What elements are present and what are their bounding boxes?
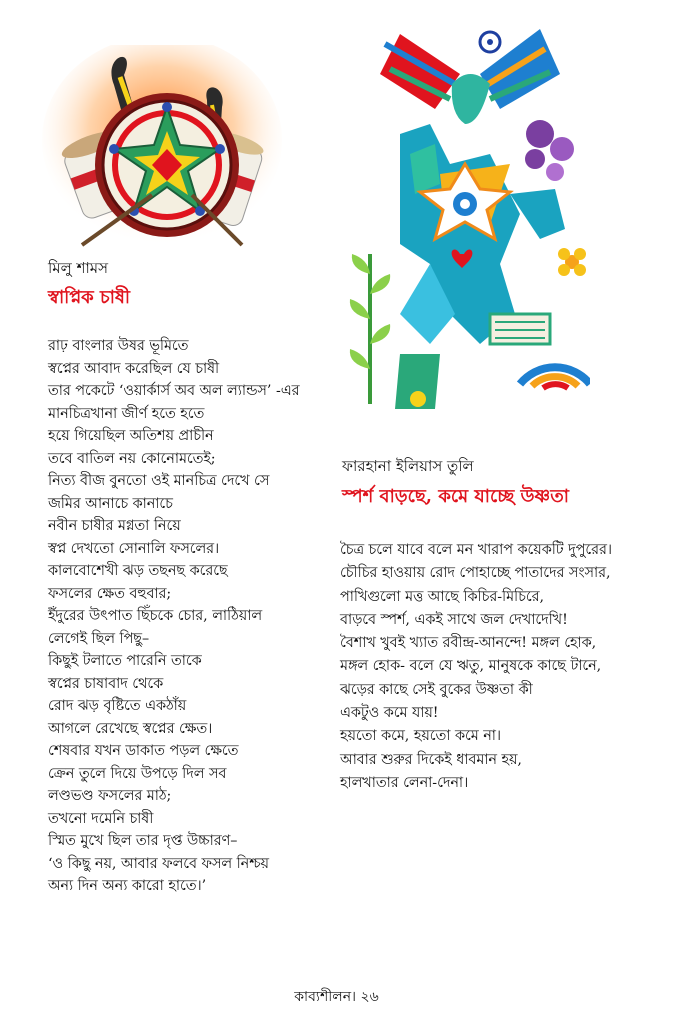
poem-line: ঝড়ের কাছে সেই বুকের উষ্ণতা কী <box>340 681 533 698</box>
page-footer: কাব্যশীলন। ২৬ <box>294 989 379 1005</box>
poem-line: নবীন চাষীর মগ্নতা নিয়ে <box>48 518 181 534</box>
poem-line: বৈশাখ খুবই খ্যাত রবীন্দ্র-আনন্দে! মঙ্গল হোক, <box>340 635 597 652</box>
poem1-author: মিলু শামস <box>48 259 109 277</box>
poem1-title: স্বাপ্নিক চাষী <box>48 287 131 308</box>
poem-line: শেষবার যখন ডাকাত পড়ল ক্ষেতে <box>48 743 239 759</box>
poem-line: নিত্য বীজ বুনতো ওই মানচিত্র দেখে সে <box>48 473 270 489</box>
poem-line: জমির আনাচে কানাচে <box>48 495 173 512</box>
poem-line: চৈত্র চলে যাবে বলে মন খারাপ কয়েকটি দুপুরের। <box>340 542 612 558</box>
poem-line: স্মিত মুখে ছিল তার দৃপ্ত উচ্চারণ– <box>48 833 238 849</box>
poem-line: একটুও কমে যায়! <box>340 705 439 722</box>
poem2-author: ফারহানা ইলিয়াস তুলি <box>342 457 474 475</box>
folk-art-figure-illustration <box>340 14 590 434</box>
poem-line: ফসলের ক্ষেত বহুবার; <box>48 585 172 602</box>
poem-line: বাড়বে স্পর্শ, একই সাথে জল দেখাদেখি! <box>340 611 568 628</box>
poem2-body <box>340 539 612 795</box>
poem-line: হালখাতার লেনা-দেনা। <box>340 774 469 791</box>
poem-line: কিছুই টলাতে পারেনি তাকে <box>48 653 202 669</box>
poem-line: চৌচির হাওয়ায় রোদ পোহাচ্ছে পাতাদের সংসার, <box>340 565 611 582</box>
poem-line: কালবোশেখী ঝড় তছনছ করেছে <box>48 563 228 579</box>
poem-line: ‘ও কিছু নয়, আবার ফলবে ফসল নিশ্চয় <box>48 855 269 872</box>
poem-line: ইঁদুরের উৎপাত ছিঁচকে চোর, লাঠিয়াল <box>48 608 262 624</box>
poem-line: আবার শুরুর দিকেই ধাবমান হয়, <box>340 751 522 768</box>
poem-line: মঙ্গল হোক- বলে যে ঋতু, মানুষকে কাছে টানে, <box>340 658 602 675</box>
poem-line: আগলে রেখেছে স্বপ্নের ক্ষেত। <box>48 720 213 737</box>
poem-line: হয়ে গিয়েছিল অতিশয় প্রাচীন <box>48 428 214 444</box>
dhak-drum-illustration <box>42 45 282 255</box>
poem-line: রোদ ঝড় বৃষ্টিতে একঠাঁয় <box>48 698 187 714</box>
poem-line: তার পকেটে ‘ওয়ার্কার্স অব অল ল্যান্ডস’ -এর <box>48 383 300 399</box>
poem-line: মানচিত্রখানা জীর্ণ হতে হতে <box>48 405 205 422</box>
poem-line: রাঢ় বাংলার উষর ভূমিতে <box>48 338 189 354</box>
poem-line: স্বপ্নের চাষাবাদ থেকে <box>48 675 164 692</box>
poem-line: স্বপ্ন দেখতো সোনালি ফসলের। <box>48 540 220 557</box>
poem-line: অন্য দিন অন্য কারো হাতে।’ <box>48 878 207 894</box>
poem-line: স্বপ্নের আবাদ করেছিল যে চাষী <box>48 360 220 377</box>
poem-line: লেগেই ছিল পিছু– <box>48 630 150 647</box>
poem-line: লণ্ডভণ্ড ফসলের মাঠ; <box>48 788 172 804</box>
poem-line: ক্রেন তুলে দিয়ে উপড়ে দিল সব <box>48 765 227 782</box>
poem2-title: স্পর্শ বাড়ছে, কমে যাচ্ছে উষ্ণতা <box>342 486 569 507</box>
poem-line: তখনো দমেনি চাষী <box>48 810 154 827</box>
poem-line: পাখিগুলো মত্ত আছে কিচির-মিচিরে, <box>340 588 545 605</box>
poem-line: হয়তো কমে, হয়তো কমে না। <box>340 728 501 745</box>
poem-line: তবে বাতিল নয় কোনোমতেই; <box>48 450 216 467</box>
poem1-body <box>48 335 300 898</box>
